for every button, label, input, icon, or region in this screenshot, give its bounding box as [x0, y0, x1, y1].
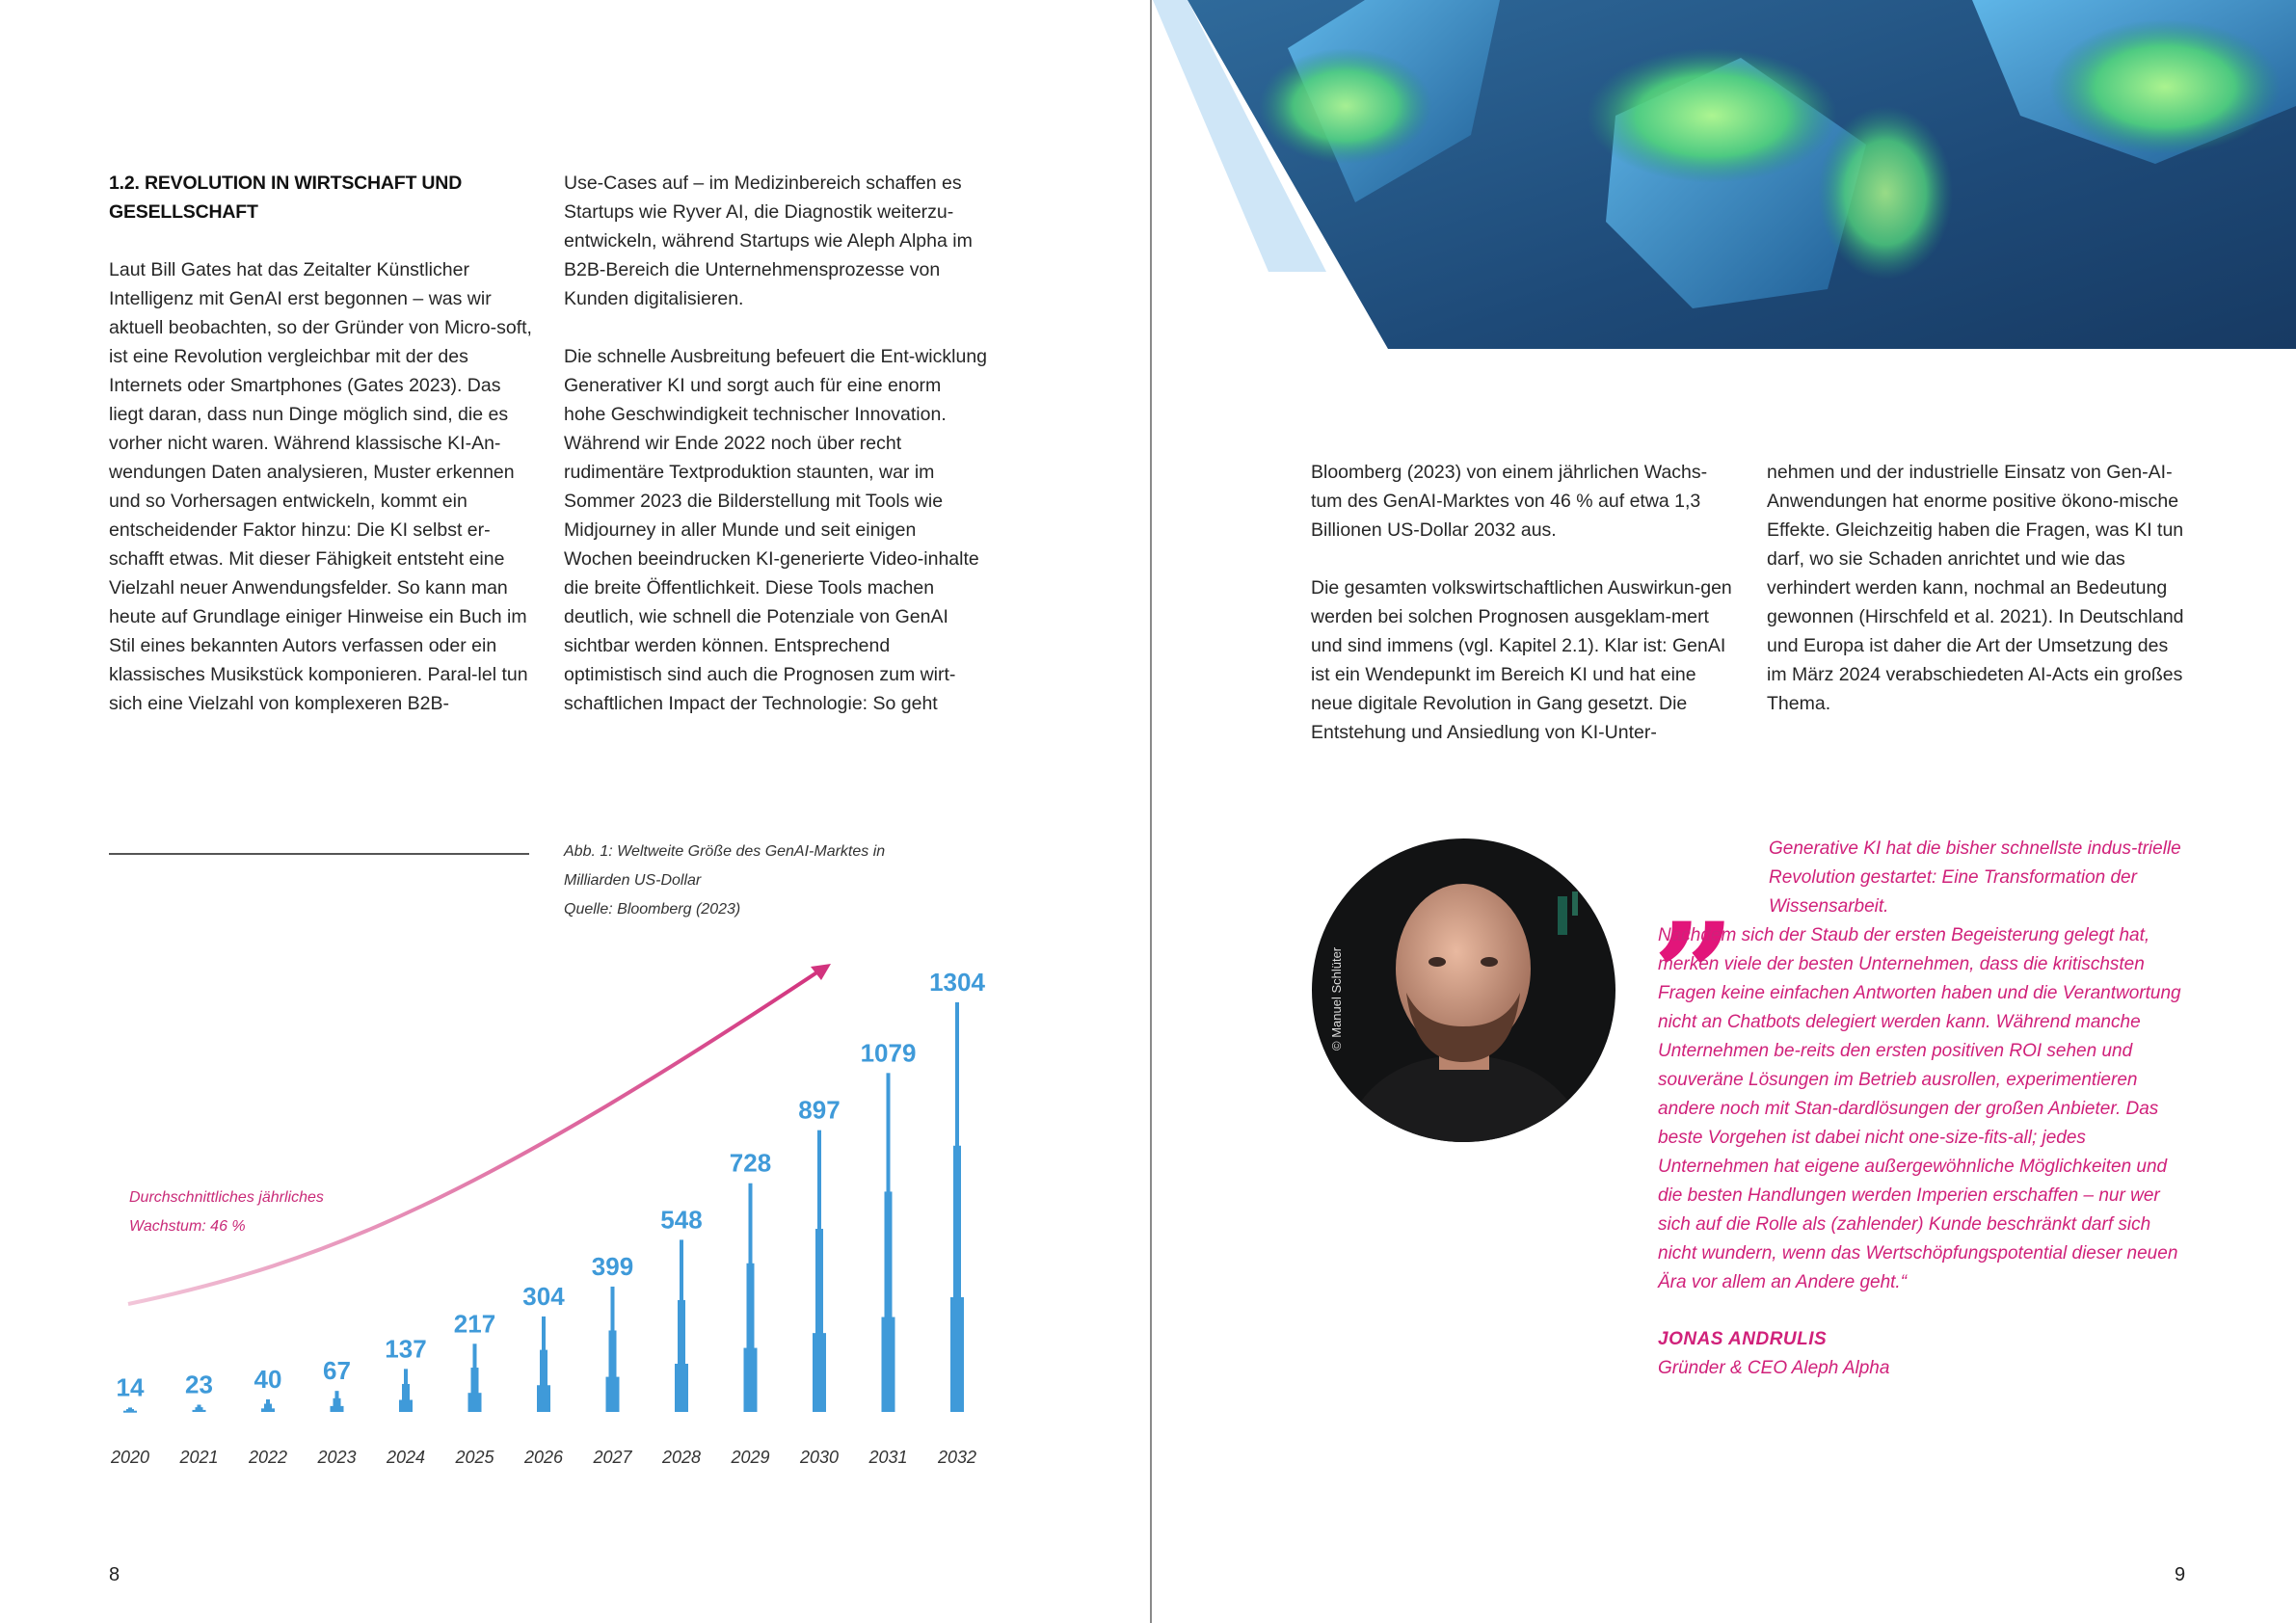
year-label-2028: 2028 [661, 1448, 702, 1467]
value-label-2032: 1304 [929, 968, 985, 997]
section-heading-line2: GESELLSCHAFT [109, 201, 258, 223]
value-label-2030: 897 [798, 1095, 841, 1125]
right-col1-paragraph-2: Die gesamten volkswirtschaftlichen Auswirkun-gen werden bei solchen Prognosen ausgeklam-mert und sind immens (vgl. Kapitel 2.1). Klar ist: GenAI ist ein Wendepunkt im Bereich KI und hat eine neue digitale Revolution in Gang gesetzt. Die Entstehung und Ansiedlung von KI-Unter- [1311, 577, 1732, 743]
value-label-2024: 137 [385, 1334, 427, 1364]
year-label-2029: 2029 [731, 1448, 770, 1467]
photo-credit: © Manuel Schlüter [1329, 946, 1344, 1051]
value-label-2022: 40 [254, 1364, 282, 1394]
left-column-1 [109, 169, 533, 747]
bar-2030-segment-2 [813, 1333, 826, 1412]
value-label-2025: 217 [453, 1309, 496, 1339]
chart-caption [564, 838, 930, 924]
left-col2-paragraph-2: Die schnelle Ausbreitung befeuert die Ent-wicklung Generativer KI und sorgt auch für eine enorm hohe Geschwindigkeit technischer Innovation. Während wir Ende 2022 noch über recht rudimentäre Textproduktion staunten, war im Sommer 2023 die Bilderstellung mit Tools wie Midjourney in aller Munde und seit einigen Wochen beeindrucken KI-generierte Video-inhalte die breite Öffentlichkeit. Diese Tools machen deutlich, wie schnell die Potenziale von GenAI sichtbar werden können. Entsprechend optimistisch sind auch die Prognosen zum wirt-schaftlichen Impact der Technologie: So geht [564, 346, 988, 714]
bar-2020-segment-2 [123, 1411, 137, 1413]
value-label-2026: 304 [522, 1281, 565, 1311]
quote-author-role: Gründer & CEO Aleph Alpha [1658, 1358, 1890, 1378]
chart-caption-line3: Quelle: Bloomberg (2023) [564, 901, 741, 918]
bar-2024-segment-2 [399, 1399, 413, 1412]
section-heading [109, 169, 533, 226]
year-label-2023: 2023 [317, 1448, 357, 1467]
year-label-2025: 2025 [455, 1448, 494, 1467]
green-glow-4 [2049, 19, 2281, 154]
green-glow-3 [1818, 106, 1953, 279]
chart-caption-line1: Abb. 1: Weltweite Größe des GenAI-Marktes in [564, 843, 886, 860]
quote-author-name: JONAS ANDRULIS [1658, 1329, 1828, 1349]
bar-2022-segment-2 [261, 1408, 275, 1412]
value-label-2027: 399 [591, 1251, 634, 1281]
value-label-2031: 1079 [860, 1038, 917, 1068]
bar-2026-segment-2 [537, 1385, 550, 1412]
year-label-2026: 2026 [523, 1448, 564, 1467]
hero-cube-image [1153, 0, 2296, 349]
green-glow-2 [1587, 48, 1837, 183]
year-label-2021: 2021 [179, 1448, 219, 1467]
value-label-2021: 23 [185, 1370, 213, 1399]
bar-2027-segment-2 [606, 1377, 620, 1412]
bar-2031-segment-2 [882, 1317, 895, 1412]
year-label-2020: 2020 [110, 1448, 150, 1467]
year-label-2027: 2027 [593, 1448, 632, 1467]
value-label-2020: 14 [116, 1372, 145, 1402]
right-column-2 [1767, 458, 2191, 747]
bar-2021-segment-2 [193, 1410, 206, 1412]
bar-2032-segment-2 [950, 1297, 964, 1412]
year-label-2030: 2030 [799, 1448, 840, 1467]
left-column-2 [564, 169, 988, 747]
market-size-chart [96, 935, 1022, 1475]
bar-2023-segment-2 [331, 1406, 344, 1412]
pull-quote-opening: Generative KI hat die bisher schnellste indus-trielle Revolution gestartet: Eine Transformation der Wissensarbeit. [1769, 838, 2181, 917]
page-number-left: 8 [109, 1564, 120, 1585]
year-label-2031: 2031 [868, 1448, 908, 1467]
growth-arrow [128, 970, 821, 1304]
author-portrait [1312, 838, 1615, 1142]
right-col1-paragraph-1: Bloomberg (2023) von einem jährlichen Wachs-tum des GenAI-Marktes von 46 % auf etwa 1,3 Billionen US-Dollar 2032 aus. [1311, 462, 1708, 541]
year-label-2024: 2024 [386, 1448, 426, 1467]
quote-mark-icon: „ [1655, 809, 1729, 978]
page-number-right: 9 [2175, 1564, 2186, 1585]
section-heading-line1: 1.2. REVOLUTION IN WIRTSCHAFT UND [109, 173, 463, 194]
chart-divider [109, 853, 529, 855]
green-glow-1 [1259, 48, 1432, 164]
bar-2029-segment-2 [744, 1348, 758, 1412]
growth-arrow-head [811, 964, 831, 980]
value-label-2029: 728 [729, 1148, 772, 1178]
value-label-2023: 67 [323, 1356, 351, 1386]
bar-2028-segment-2 [675, 1364, 688, 1412]
year-label-2032: 2032 [937, 1448, 977, 1467]
book-spine [1150, 0, 1152, 1623]
pull-quote [1658, 835, 2190, 1297]
growth-annotation-line1: Durchschnittliches jährliches [129, 1189, 324, 1206]
chart-caption-line2: Milliarden US-Dollar [564, 872, 702, 889]
value-label-2028: 548 [660, 1205, 703, 1235]
right-col2-paragraph: nehmen und der industrielle Einsatz von Gen-AI-Anwendungen hat enorme positive ökono-mische Effekte. Gleichzeitig haben die Fragen, was KI tun darf, wo sie Schaden anrichtet und wie das verhindert werden kann, nochmal an Bedeutung gewonnen (Hirschfeld et al. 2021). In Deutschland und Europa ist daher die Art der Umsetzung des im März 2024 verabschiedeten AI-Acts ein großes Thema. [1767, 462, 2184, 714]
right-column-1 [1311, 458, 1735, 776]
bar-2025-segment-2 [468, 1393, 482, 1412]
left-col2-paragraph-1: Use-Cases auf – im Medizinbereich schaffen es Startups wie Ryver AI, die Diagnostik weiterzu-entwickeln, während Startups wie Aleph Alpha im B2B-Bereich die Unternehmensprozesse von Kunden digitalisieren. [564, 173, 973, 309]
year-label-2022: 2022 [248, 1448, 288, 1467]
chart-bars [110, 968, 985, 1467]
left-col1-paragraph: Laut Bill Gates hat das Zeitalter Künstlicher Intelligenz mit GenAI erst begonnen – was wir aktuell beobachten, so der Gründer von Micro-soft, ist eine Revolution vergleichbar mit der des Internets oder Smartphones (Gates 2023). Das liegt daran, dass nun Dinge möglich sind, die es vorher nicht waren. Während klassische KI-An-wendungen Daten analysieren, Muster erkennen und so Vorhersagen entwickeln, kommt ein entscheidender Faktor hinzu: Die KI selbst er-schafft etwas. Mit dieser Fähigkeit entsteht eine Vielzahl neuer Anwendungsfelder. So kann man heute auf Grundlage einiger Hinweise ein Buch im Stil eines bekannten Autors verfassen oder ein klassisches Musikstück komponieren. Paral-lel tun sich eine Vielzahl von komplexeren B2B- [109, 259, 532, 714]
pull-quote-body: Nachdem sich der Staub der ersten Begeisterung gelegt hat, merken viele der besten Unternehmen, dass die kritischsten Fragen keine einfachen Antworten haben und die Verantwortung nicht an Chatbots delegiert werden kann. Während manche Unternehmen be-reits den ersten positiven ROI sehen und souveräne Lösungen im Betrieb ausrollen, experimentieren andere noch mit Stan-dardlösungen der großen Anbieter. Das beste Vorgehen ist dabei nicht one-size-fits-all; jedes Unternehmen hat eigene außergewöhnliche Möglichkeiten und die besten Handlungen werden Imperien erschaffen – nur wer sich auf die Rolle als (zahlender) Kunde beschränkt darf sich nicht wundern, wenn das Wertschöpfungspotential dieser neuen Ära vor allem an Andere geht.“ [1658, 925, 2181, 1292]
growth-annotation-line2: Wachstum: 46 % [129, 1218, 246, 1235]
